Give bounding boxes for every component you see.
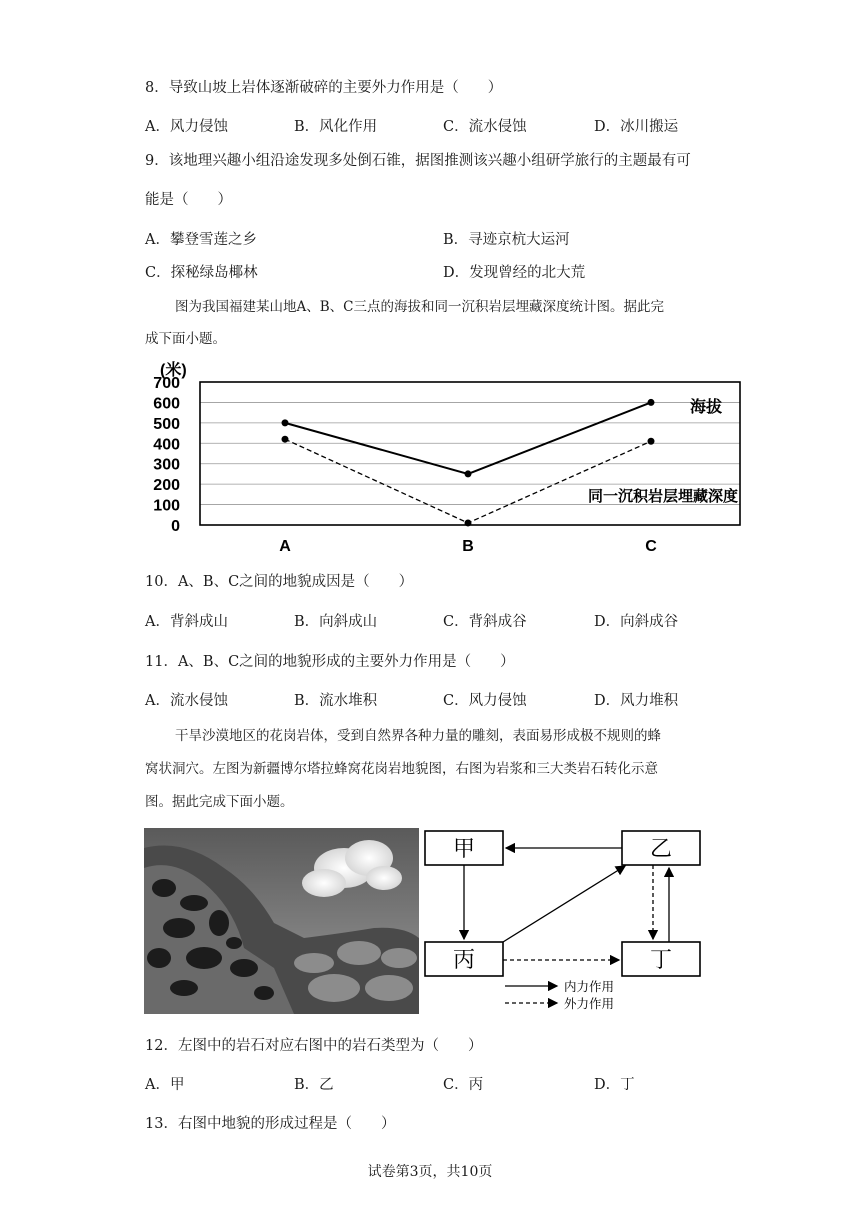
q11-option-a[interactable]: A．流水侵蚀 — [145, 693, 228, 709]
elevation-depth-chart — [140, 360, 750, 560]
q8-option-a[interactable]: A．风力侵蚀 — [145, 119, 228, 135]
chart-svg — [140, 360, 750, 560]
x-tick-label: B — [462, 538, 474, 555]
node-ding — [622, 942, 700, 976]
q10-option-b[interactable]: B．向斜成山 — [294, 614, 378, 630]
node-yi — [622, 831, 700, 865]
x-tick-label: C — [645, 538, 657, 555]
question-12-stem: 12．左图中的岩石对应右图中的岩石类型为（ ） — [145, 1038, 483, 1054]
y-tick-label: 400 — [153, 436, 180, 454]
intro-2-line1: 干旱沙漠地区的花岗岩体，受到自然界各种力量的雕刻，表面易形成极不规则的蜂 — [175, 728, 661, 744]
q9-option-b[interactable]: B．寻迹京杭大运河 — [443, 232, 570, 248]
q9-option-a[interactable]: A．攀登雪莲之乡 — [145, 232, 257, 248]
honeycomb-granite-photo — [144, 828, 419, 1014]
q8-option-d[interactable]: D．冰川搬运 — [594, 119, 679, 135]
question-9-stem-line1: 9．该地理兴趣小组沿途发现多处倒石锥，据图推测该兴趣小组研学旅行的主题最有可 — [145, 153, 691, 169]
y-tick-label: 500 — [153, 415, 180, 433]
elevation-point — [282, 419, 289, 426]
q12-option-b[interactable]: B．乙 — [294, 1077, 334, 1093]
intro-1-line1: 图为我国福建某山地A、B、C三点的海拔和同一沉积岩层埋藏深度统计图。据此完 — [175, 299, 664, 315]
q10-option-a[interactable]: A．背斜成山 — [145, 614, 228, 630]
node-jia — [425, 831, 503, 865]
q12-option-a[interactable]: A．甲 — [145, 1077, 185, 1093]
legend-internal-label: 内力作用 — [564, 979, 615, 994]
q12-option-d[interactable]: D．丁 — [594, 1077, 635, 1093]
series-line-depth — [285, 439, 651, 523]
x-tick-label: A — [279, 538, 291, 555]
q9-option-d[interactable]: D．发现曾经的北大荒 — [443, 265, 586, 281]
y-tick-label: 200 — [153, 477, 180, 495]
y-tick-label: 0 — [171, 518, 180, 535]
q8-option-b[interactable]: B．风化作用 — [294, 119, 378, 135]
question-9-stem-line2: 能是（ ） — [145, 192, 232, 208]
y-tick-label: 100 — [153, 497, 180, 515]
node-yi-label: 乙 — [649, 837, 673, 862]
question-13-stem: 13．右图中地貌的形成过程是（ ） — [145, 1116, 396, 1132]
y-axis-label: (米) — [160, 362, 187, 379]
elevation-point — [648, 399, 655, 406]
q11-option-d[interactable]: D．风力堆积 — [594, 693, 679, 709]
node-jia-label: 甲 — [452, 837, 476, 862]
intro-2-line2: 窝状洞穴。左图为新疆博尔塔拉蜂窝花岗岩地貌图，右图为岩浆和三大类岩石转化示意 — [145, 761, 658, 777]
page-footer: 试卷第3页，共10页 — [367, 1164, 493, 1180]
legend-external-label: 外力作用 — [564, 996, 615, 1011]
y-tick-label: 300 — [153, 456, 180, 474]
node-ding-label: 丁 — [649, 948, 673, 973]
depth-point — [282, 436, 289, 443]
q11-option-b[interactable]: B．流水堆积 — [294, 693, 378, 709]
arrow-bing-to-yi — [503, 866, 625, 942]
question-11-stem: 11．A、B、C之间的地貌形成的主要外力作用是（ ） — [145, 654, 515, 670]
series-label-elevation: 海拔 — [690, 399, 723, 416]
y-tick-label: 600 — [153, 395, 180, 413]
q8-option-c[interactable]: C．流水侵蚀 — [443, 119, 527, 135]
question-8-stem: 8．导致山坡上岩体逐渐破碎的主要外力作用是（ ） — [145, 80, 503, 96]
depth-point — [648, 438, 655, 445]
q9-option-c[interactable]: C．探秘绿岛椰林 — [145, 265, 258, 281]
q11-option-c[interactable]: C．风力侵蚀 — [443, 693, 527, 709]
node-bing — [425, 942, 503, 976]
q10-option-c[interactable]: C．背斜成谷 — [443, 614, 527, 630]
series-label-depth: 同一沉积岩层埋藏深度 — [587, 488, 738, 505]
y-tick-label: 700 — [153, 375, 180, 392]
intro-2-line3: 图。据此完成下面小题。 — [145, 794, 294, 810]
q12-option-c[interactable]: C．丙 — [443, 1077, 484, 1093]
q10-option-d[interactable]: D．向斜成谷 — [594, 614, 679, 630]
intro-1-line2: 成下面小题。 — [145, 331, 226, 347]
question-10-stem: 10．A、B、C之间的地貌成因是（ ） — [145, 574, 414, 590]
depth-point — [465, 519, 472, 526]
node-bing-label: 丙 — [452, 948, 476, 973]
elevation-point — [465, 470, 472, 477]
rock-cycle-diagram — [420, 826, 710, 1016]
series-line-elevation — [285, 402, 651, 474]
